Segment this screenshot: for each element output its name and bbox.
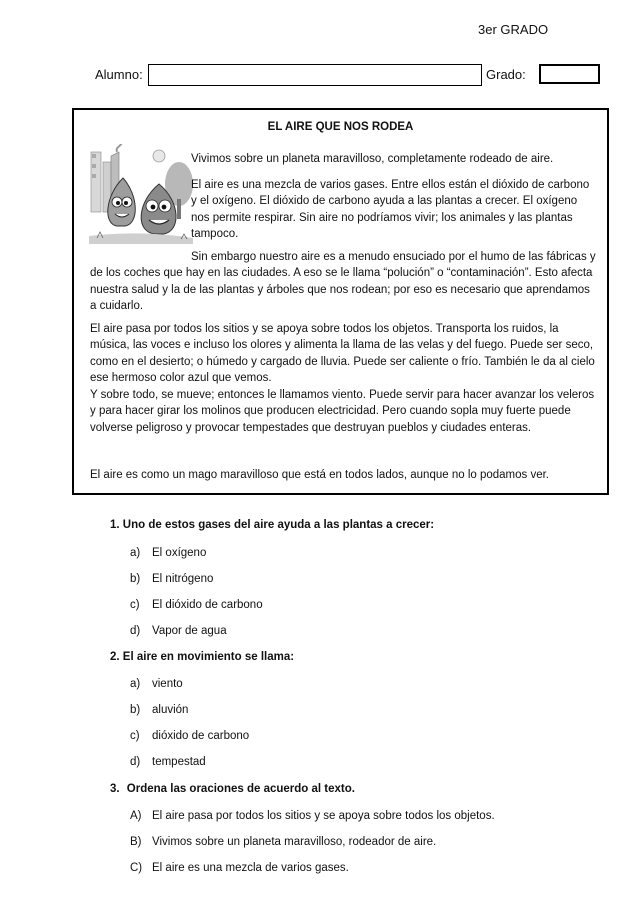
reading-title: EL AIRE QUE NOS RODEA bbox=[267, 121, 414, 133]
student-name-field[interactable] bbox=[148, 64, 482, 86]
option-2c[interactable] bbox=[130, 730, 249, 742]
option-2b[interactable] bbox=[130, 704, 188, 716]
cartoon-illustration bbox=[89, 144, 193, 244]
paragraph-5: Y sobre todo, se mueve; entonces le llamamos viento. Puede servir para hacer avanzar los veleros y para hacer girar los molinos que producen electricidad. Pero cuando sopla muy fuerte puede volverse peligroso y provocar tempestades que destruyan pueblos y ciudades enteras. bbox=[90, 389, 595, 434]
option-letter: a) bbox=[130, 678, 141, 690]
option-letter: d) bbox=[130, 625, 141, 637]
option-1c[interactable] bbox=[130, 599, 263, 611]
option-3a[interactable] bbox=[130, 810, 495, 822]
paragraph-6: El aire es como un mago maravilloso que está en todos lados, aunque no lo podamos ver. bbox=[90, 469, 550, 481]
grade-label: Grado: bbox=[486, 67, 526, 82]
option-3b[interactable] bbox=[130, 836, 436, 848]
option-text: El aire pasa por todos los sitios y se apoya sobre todos los objetos. bbox=[152, 810, 495, 822]
option-2a[interactable] bbox=[130, 678, 183, 690]
option-letter: b) bbox=[130, 573, 141, 585]
option-text: El dióxido de carbono bbox=[152, 599, 263, 611]
option-letter: A) bbox=[130, 810, 142, 822]
option-1a[interactable] bbox=[130, 547, 206, 559]
option-text: Vivimos sobre un planeta maravilloso, rodeador de aire. bbox=[152, 836, 437, 848]
option-text: tempestad bbox=[152, 756, 206, 768]
option-text: Vapor de agua bbox=[152, 625, 227, 637]
option-text: dióxido de carbono bbox=[152, 730, 250, 742]
option-1b[interactable] bbox=[130, 573, 213, 585]
option-text: viento bbox=[152, 678, 183, 690]
question-2 bbox=[110, 651, 294, 663]
paragraph-4: El aire pasa por todos los sitios y se apoya sobre todos los objetos. Transporta los ruidos, la música, las voces e incluso los olores y alimenta la llama de las velas y del fuego. Puede ser seco, como en el desierto; o húmedo y cargado de lluvia. Puede ser caliente o frío. También le da al cielo ese hermoso color azul que vemos. bbox=[90, 323, 595, 384]
option-3c[interactable] bbox=[130, 862, 349, 874]
option-text: El nitrógeno bbox=[152, 573, 214, 585]
question-text: El aire en movimiento se llama: bbox=[122, 651, 295, 663]
paragraph-1: Vivimos sobre un planeta maravilloso, completamente rodeado de aire. bbox=[191, 153, 554, 165]
option-1d[interactable] bbox=[130, 625, 227, 637]
question-1 bbox=[110, 519, 434, 531]
paragraph-3: Sin embargo nuestro aire es a menudo ensuciado por el humo de las fábricas y de los coches que hay en las ciudades. A eso se le llama “polución” o “contaminación”. Esto afecta nuestra salud y la de las plantas y árboles que nos rodean; por eso es necesario que aprendamos a cuidarlo. bbox=[90, 251, 596, 312]
question-text: Ordena las oraciones de acuerdo al texto. bbox=[126, 783, 355, 795]
option-2d[interactable] bbox=[130, 756, 206, 768]
option-letter: C) bbox=[130, 862, 143, 874]
option-letter: c) bbox=[130, 730, 140, 742]
option-letter: B) bbox=[130, 836, 142, 848]
option-letter: a) bbox=[130, 547, 141, 559]
student-label: Alumno: bbox=[95, 67, 143, 82]
option-text: El aire es una mezcla de varios gases. bbox=[152, 862, 349, 874]
question-3 bbox=[110, 783, 355, 795]
grade-level: 3er GRADO bbox=[478, 22, 549, 37]
question-text: Uno de estos gases del aire ayuda a las plantas a crecer: bbox=[122, 519, 435, 531]
reading-passage bbox=[72, 108, 609, 495]
question-number: 2. bbox=[110, 651, 120, 663]
question-number: 1. bbox=[110, 519, 120, 531]
option-letter: b) bbox=[130, 704, 141, 716]
option-letter: d) bbox=[130, 756, 141, 768]
grade-field[interactable] bbox=[539, 64, 600, 84]
option-letter: c) bbox=[130, 599, 140, 611]
option-text: aluvión bbox=[152, 704, 189, 716]
option-text: El oxígeno bbox=[152, 547, 207, 559]
paragraph-2: El aire es una mezcla de varios gases. Entre ellos están el dióxido de carbono y el oxígeno. El dióxido de carbono ayuda a las plantas a crecer. El oxígeno nos permite respirar. Sin aire no podríamos vivir; los animales y las plantas tampoco. bbox=[191, 179, 590, 240]
question-number: 3. bbox=[110, 783, 120, 795]
